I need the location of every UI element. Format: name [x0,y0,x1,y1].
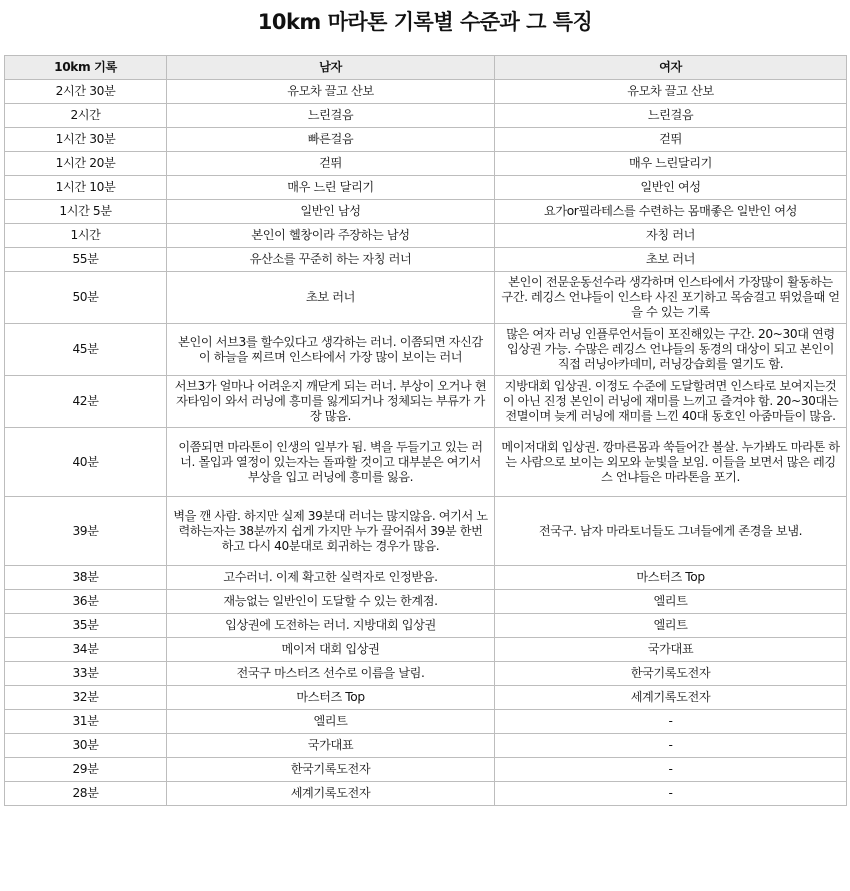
cell-female: 초보 러너 [495,248,847,272]
cell-male: 본인이 서브3를 할수있다고 생각하는 러너. 이쯤되면 자신감이 하늘을 찌르며 인스타에서 가장 많이 보이는 러너 [167,324,495,376]
cell-female: - [495,782,847,806]
cell-male: 세계기록도전자 [167,782,495,806]
table-row [5,376,847,428]
cell-female: 국가대표 [495,638,847,662]
cell-time: 2시간 [5,104,167,128]
cell-female: 엘리트 [495,614,847,638]
table-row [5,590,847,614]
cell-female: 본인이 전문운동선수라 생각하며 인스타에서 가장많이 활동하는 구간. 레깅스 언냐들이 인스타 사진 포기하고 목숨걸고 뛰었을때 얻을 수 있는 기록 [495,272,847,324]
table-row [5,104,847,128]
table-row [5,782,847,806]
cell-male: 본인이 헬창이라 주장하는 남성 [167,224,495,248]
cell-time: 1시간 5분 [5,200,167,224]
cell-time: 1시간 10분 [5,176,167,200]
cell-male: 마스터즈 Top [167,686,495,710]
table-row [5,428,847,497]
cell-male: 유산소를 꾸준히 하는 자칭 러너 [167,248,495,272]
cell-male: 입상권에 도전하는 러너. 지방대회 입상권 [167,614,495,638]
cell-time: 42분 [5,376,167,428]
cell-female: 일반인 여성 [495,176,847,200]
table-body [5,80,847,806]
header-row [5,56,847,80]
column-header-male: 남자 [167,56,495,80]
cell-female: - [495,710,847,734]
cell-female: 메이저대회 입상권. 깡마른몸과 쑥들어간 볼살. 누가봐도 마라톤 하는 사람으로 보이는 외모와 눈빛을 보임. 이들을 보면서 많은 레깅스 언냐들은 마라톤을 포기. [495,428,847,497]
cell-female: - [495,734,847,758]
cell-male: 느린걸음 [167,104,495,128]
cell-male: 재능없는 일반인이 도달할 수 있는 한계점. [167,590,495,614]
cell-female: 많은 여자 러닝 인플루언서들이 포진해있는 구간. 20~30대 연령 입상권 가능. 수많은 레깅스 언냐들의 동경의 대상이 되고 본인이 직접 러닝아카데미, 러닝강습회를 열기도 함. [495,324,847,376]
table-row [5,734,847,758]
table-row [5,272,847,324]
cell-time: 1시간 20분 [5,152,167,176]
table-row [5,662,847,686]
cell-time: 35분 [5,614,167,638]
table-row [5,638,847,662]
table-row [5,128,847,152]
table-row [5,497,847,566]
cell-female: 전국구. 남자 마라토너들도 그녀들에게 존경을 보냄. [495,497,847,566]
table-row [5,758,847,782]
table-row [5,224,847,248]
cell-female: 지방대회 입상권. 이정도 수준에 도달할려면 인스타로 보여지는것이 아닌 진정 본인이 러닝에 재미를 느끼고 즐겨야 함. 20~30대는 전멸이며 늦게 러닝에 재미를 느낀 40대 동호인 아줌마들이 많음. [495,376,847,428]
cell-time: 39분 [5,497,167,566]
cell-male: 고수러너. 이제 확고한 실력자로 인정받음. [167,566,495,590]
cell-male: 서브3가 얼마나 어려운지 깨닫게 되는 러너. 부상이 오거나 현자타임이 와서 러닝에 흥미를 잃게되거나 정체되는 부류가 가장 많음. [167,376,495,428]
cell-female: 매우 느린달리기 [495,152,847,176]
cell-female: 마스터즈 Top [495,566,847,590]
cell-time: 2시간 30분 [5,80,167,104]
cell-female: 한국기록도전자 [495,662,847,686]
cell-male: 걷뛰 [167,152,495,176]
table-row [5,324,847,376]
cell-female: 요가or필라테스를 수련하는 몸매좋은 일반인 여성 [495,200,847,224]
record-table-container [4,55,846,806]
cell-male: 빠른걸음 [167,128,495,152]
cell-time: 30분 [5,734,167,758]
cell-female: 유모차 끌고 산보 [495,80,847,104]
cell-male: 초보 러너 [167,272,495,324]
cell-time: 55분 [5,248,167,272]
table-row [5,152,847,176]
cell-male: 국가대표 [167,734,495,758]
cell-time: 1시간 30분 [5,128,167,152]
table-row [5,248,847,272]
cell-time: 1시간 [5,224,167,248]
cell-time: 40분 [5,428,167,497]
cell-time: 33분 [5,662,167,686]
cell-time: 28분 [5,782,167,806]
cell-female: 자칭 러너 [495,224,847,248]
table-row [5,686,847,710]
cell-time: 45분 [5,324,167,376]
cell-female: 느린걸음 [495,104,847,128]
cell-time: 29분 [5,758,167,782]
table-row [5,614,847,638]
table-row [5,80,847,104]
cell-female: 엘리트 [495,590,847,614]
cell-male: 이쯤되면 마라톤이 인생의 일부가 됨. 벽을 두들기고 있는 러너. 몰입과 열정이 있는자는 돌파할 것이고 대부분은 여기서 부상을 입고 러닝에 흥미를 잃음. [167,428,495,497]
cell-male: 벽을 깬 사람. 하지만 실제 39분대 러너는 많지않음. 여기서 노력하는자는 38분까지 쉽게 가지만 누가 끌어줘서 39분 한번하고 다시 40분대로 회귀하는 경우가 많음. [167,497,495,566]
cell-time: 50분 [5,272,167,324]
cell-male: 매우 느린 달리기 [167,176,495,200]
table-row [5,200,847,224]
column-header-time: 10km 기록 [5,56,167,80]
cell-female: 세계기록도전자 [495,686,847,710]
cell-male: 메이저 대회 입상권 [167,638,495,662]
cell-male: 유모차 끌고 산보 [167,80,495,104]
table-header [5,56,847,80]
table-row [5,566,847,590]
page-title: 10km 마라톤 기록별 수준과 그 특징 [257,10,593,34]
cell-time: 36분 [5,590,167,614]
column-header-female: 여자 [495,56,847,80]
cell-male: 일반인 남성 [167,200,495,224]
cell-male: 전국구 마스터즈 선수로 이름을 날림. [167,662,495,686]
cell-time: 32분 [5,686,167,710]
table-row [5,176,847,200]
cell-time: 38분 [5,566,167,590]
cell-time: 34분 [5,638,167,662]
cell-male: 엘리트 [167,710,495,734]
cell-time: 31분 [5,710,167,734]
record-table [4,55,847,806]
cell-female: 걷뛰 [495,128,847,152]
cell-female: - [495,758,847,782]
cell-male: 한국기록도전자 [167,758,495,782]
table-row [5,710,847,734]
